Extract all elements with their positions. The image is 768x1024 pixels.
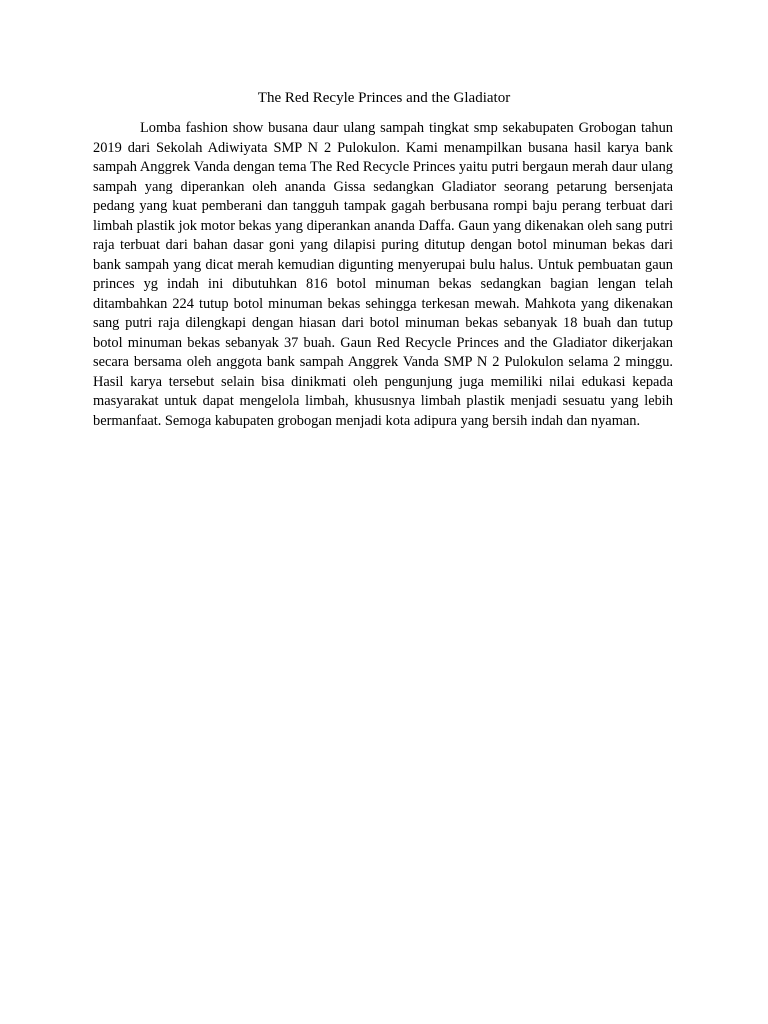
document-body-paragraph: Lomba fashion show busana daur ulang sampah tingkat smp sekabupaten Grobogan tahun 2019 dari Sekolah Adiwiyata SMP N 2 Pulokulon. Kami menampilkan busana hasil karya bank sampah Anggrek Vanda dengan tema The Red Recycle Princes yaitu putri bergaun merah daur ulang sampah yang diperankan oleh ananda Gissa sedangkan Gladiator seorang petarung bersenjata pedang yang kuat pemberani dan tangguh tampak gagah berbusana rompi baju perang terbuat dari limbah plastik jok motor bekas yang diperankan ananda Daffa. Gaun yang dikenakan oleh sang putri raja terbuat dari bahan dasar goni yang dilapisi puring ditutup dengan botol minuman bekas dari bank sampah yang dicat merah kemudian digunting menyerupai bulu halus. Untuk pembuatan gaun princes yg indah ini dibutuhkan 816 botol minuman bekas sedangkan bagian lengan telah ditambahkan 224 tutup botol minuman bekas sehingga terkesan mewah. Mahkota yang dikenakan sang putri raja dilengkapi dengan hiasan dari botol minuman bekas sebanyak 18 buah dan tutup botol minuman bekas sebanyak 37 buah. Gaun Red Recycle Princes and the Gladiator dikerjakan secara bersama oleh anggota bank sampah Anggrek Vanda SMP N 2 Pulokulon selama 2 minggu. Hasil karya tersebut selain bisa dinikmati oleh pengunjung juga memiliki nilai edukasi kepada masyarakat untuk dapat mengelola limbah, khususnya limbah plastik menjadi sesuatu yang lebih bermanfaat. Semoga kabupaten grobogan menjadi kota adipura yang bersih indah dan nyaman.	[93, 120, 673, 429]
document-title: The Red Recyle Princes and the Gladiator	[257, 90, 511, 106]
